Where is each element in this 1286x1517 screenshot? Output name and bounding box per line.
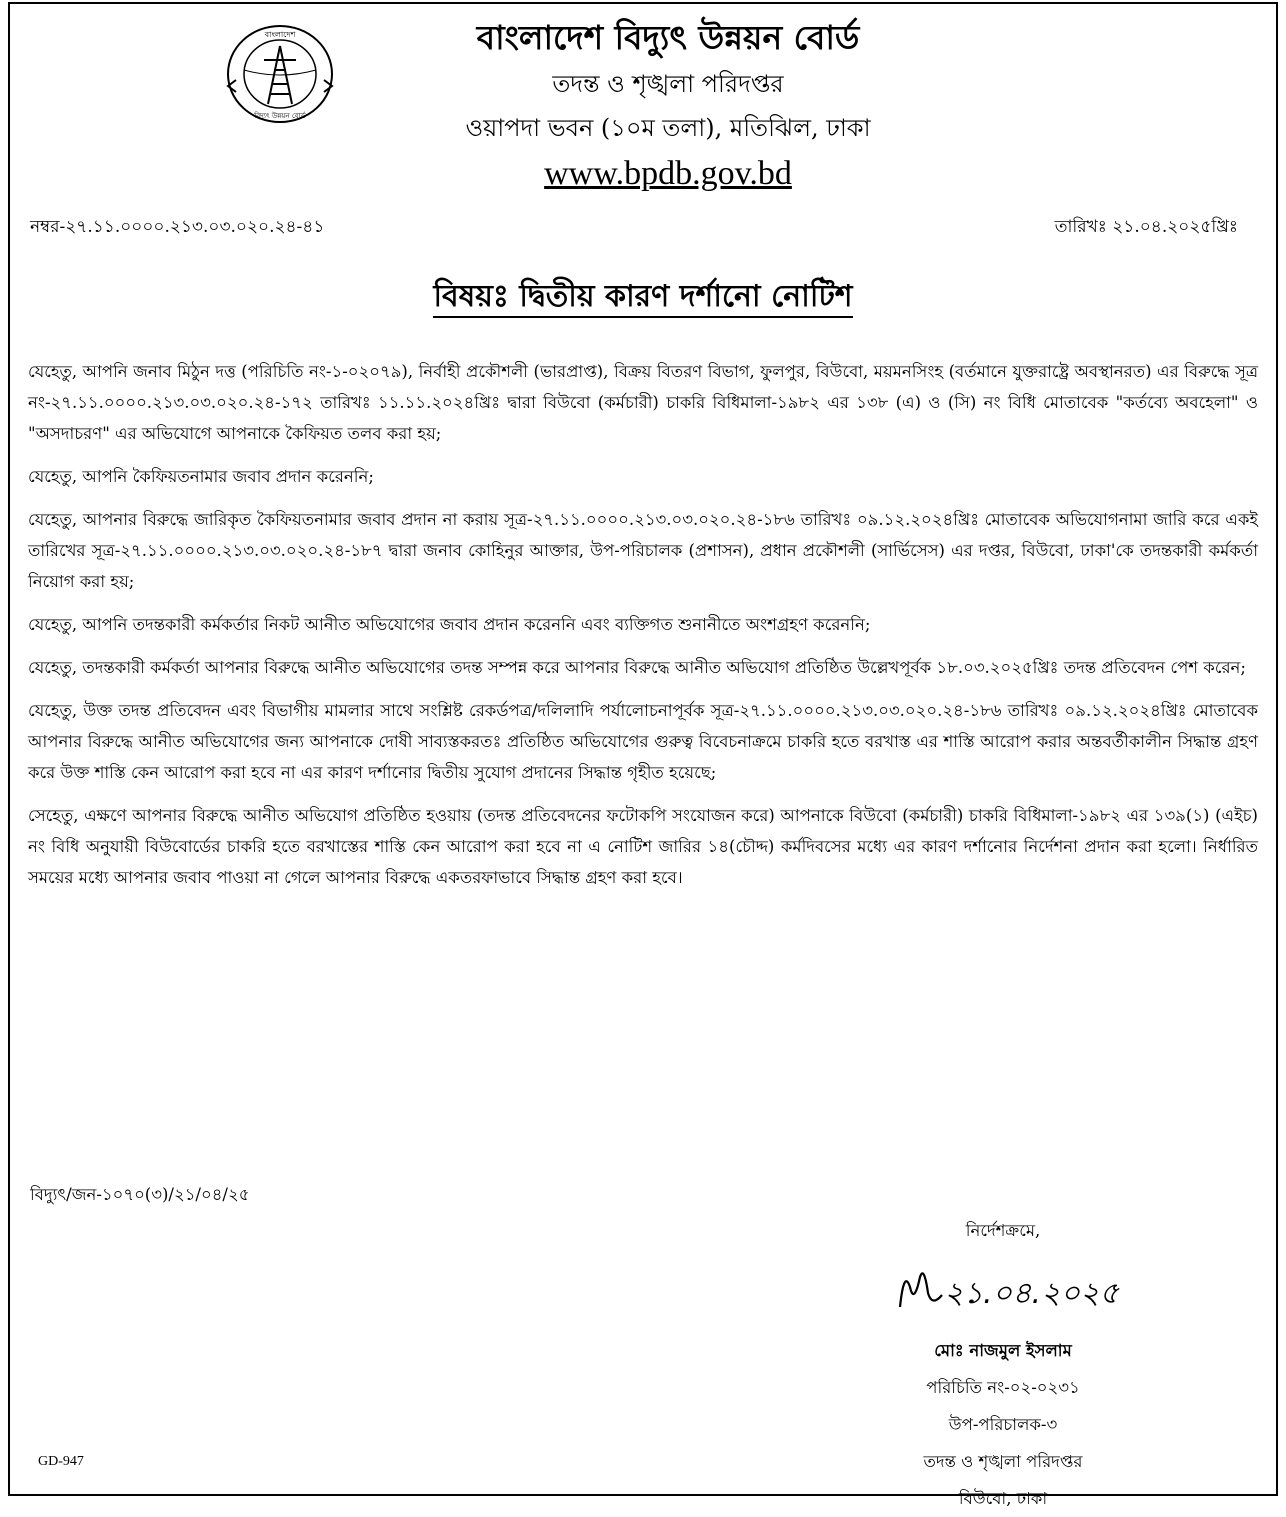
logo-top-text: বাংলাদেশ xyxy=(264,30,296,39)
signer-office: বিউবো, ঢাকা xyxy=(958,1489,1048,1508)
logo-bottom-text: বিদ্যুৎ উন্নয়ন বোর্ড xyxy=(254,112,306,120)
department-name: তদন্ত ও শৃঙ্খলা পরিদপ্তর xyxy=(552,70,784,98)
website-link[interactable]: www.bpdb.gov.bd xyxy=(544,155,792,192)
signer-department: তদন্ত ও শৃঙ্খলা পরিদপ্তর xyxy=(923,1452,1083,1471)
paragraph-5: যেহেতু, তদন্তকারী কর্মকর্তা আপনার বিরুদ্ধে আনীত অভিযোগের তদন্ত সম্পন্ন করে আপনার বিরুদ্ধে আনীত অভিযোগ প্রতিষ্ঠিত উল্লেখপূর্বক ১৮.০৩.২০২৫খ্রিঃ তদন্ত প্রতিবেদন পেশ করেন; xyxy=(28,658,1246,677)
paragraph-4: যেহেতু, আপনি তদন্তকারী কর্মকর্তার নিকট আনীত অভিযোগের জবাব প্রদান করেননি এবং ব্যক্তিগত শুনানীতে অংশগ্রহণ করেননি; xyxy=(28,615,871,634)
paragraph-6: যেহেতু, উক্ত তদন্ত প্রতিবেদন এবং বিভাগীয় মামলার সাথে সংশ্লিষ্ট রেকর্ডপত্র/দলিলাদি পর্যালোচনাপূর্বক সূত্র-২৭.১১.০০০০.২১৩.০৩.০২০.২৪-১৮৬ তারিখঃ ০৯.১২.২০২৪খ্রিঃ মোতাবেক আপনার বিরুদ্ধে আনীত অভিযোগের জন্য আপনাকে দোষী সাব্যস্তকরতঃ প্রতিষ্ঠিত অভিযোগের গুরুত্ব বিবেচনাক্রমে চাকরি হতে বরখাস্ত এর শাস্তি আরোপ করার অন্তবর্তীকালীন সিদ্ধান্ত গ্রহণ করে উক্ত শাস্তি কেন আরোপ করা হবে না এর কারণ দর্শানোর দ্বিতীয় সুযোগ প্রদানের সিদ্ধান্ত গৃহীত হয়েছে; xyxy=(28,701,1258,782)
by-order-text: নির্দেশক্রমে, xyxy=(965,1221,1041,1240)
office-address: ওয়াপদা ভবন (১০ম তলা), মতিঝিল, ঢাকা xyxy=(465,114,871,142)
signer-name: মোঃ নাজমুল ইসলাম xyxy=(934,1341,1072,1360)
notice-page xyxy=(8,2,1278,1508)
subject-line xyxy=(10,272,1276,323)
memo-date: তারিখঃ ২১.০৪.২০২৫খ্রিঃ xyxy=(1054,217,1238,237)
reference-number: বিদ্যুৎ/জন-১০৭০(৩)/২১/০৪/২৫ xyxy=(30,1185,250,1204)
subject-text: বিষয়ঃ দ্বিতীয় কারণ দর্শানো নোটিশ xyxy=(433,279,852,318)
letterhead xyxy=(340,14,996,198)
notice-body xyxy=(28,356,1258,905)
paragraph-2: যেহেতু, আপনি কৈফিয়তনামার জবাব প্রদান করেননি; xyxy=(28,467,374,486)
signature-date: ২১.০৪.২০২৫ xyxy=(944,1276,1120,1311)
org-name: বাংলাদেশ বিদ্যুৎ উন্নয়ন বোর্ড xyxy=(476,18,860,57)
signer-id: পরিচিতি নং-০২-০২৩১ xyxy=(926,1378,1080,1397)
signature-block xyxy=(880,1212,1126,1517)
paragraph-3: যেহেতু, আপনার বিরুদ্ধে জারিকৃত কৈফিয়তনামার জবাব প্রদান না করায় সূত্র-২৭.১১.০০০০.২১৩.০৩.০২০.২৪-১৮৬ তারিখঃ ০৯.১২.২০২৪খ্রিঃ মোতাবেক অভিযোগনামা জারি করে একই তারিখের সূত্র-২৭.১১.০০০০.২১৩.০৩.০২০.২৪-১৮৭ দ্বারা জনাব কোহিনুর আক্তার, উপ-পরিচালক (প্রশাসন), প্রধান প্রকৌশলী (সার্ভিসেস) এর দপ্তর, বিউবো, ঢাকা'কে তদন্তকারী কর্মকর্তা নিয়োগ করা হয়; xyxy=(28,510,1258,591)
signer-designation: উপ-পরিচালক-৩ xyxy=(948,1415,1058,1434)
handwritten-signature xyxy=(880,1257,1140,1319)
paragraph-1: যেহেতু, আপনি জনাব মিঠুন দত্ত (পরিচিতি নং-১-০২০৭৯), নির্বাহী প্রকৌশলী (ভারপ্রাপ্ত), বিক্রয় বিতরণ বিভাগ, ফুলপুর, বিউবো, ময়মনসিংহ (বর্তমানে যুক্তরাষ্ট্রে অবস্থানরত) এর বিরুদ্ধে সূত্র নং-২৭.১১.০০০০.২১৩.০৩.০২০.২৪-১৭২ তারিখঃ ১১.১১.২০২৪খ্রিঃ দ্বারা বিউবো (কর্মচারী) চাকরি বিধিমালা-১৯৮২ এর ১৩৮ (এ) ও (সি) নং বিধি মোতাবেক "কর্তব্যে অবহেলা" ও "অসদাচরণ" এর অভিযোগে আপনাকে কৈফিয়ত তলব করা হয়; xyxy=(28,362,1258,443)
bpdb-logo-icon xyxy=(220,20,340,128)
paragraph-7: সেহেতু, এক্ষণে আপনার বিরুদ্ধে আনীত অভিযোগ প্রতিষ্ঠিত হওয়ায় (তদন্ত প্রতিবেদনের ফটোকপি সংযোজন করে) আপনাকে বিউবো (কর্মচারী) চাকরি বিধিমালা-১৯৮২ এর ১৩৯(১) (এইচ) নং বিধি অনুযায়ী বিউবোর্ডের চাকরি হতে বরখাস্তের শাস্তি কেন আরোপ করা হবে না এ নোটিশ জারির ১৪(চৌদ্দ) কর্মদিবসের মধ্যে এর কারণ দর্শানোর নির্দেশনা প্রদান করা হলো। নির্ধারিত সময়ের মধ্যে আপনার জবাব পাওয়া না গেলে আপনার বিরুদ্ধে একতরফাভাবে সিদ্ধান্ত গ্রহণ করা হবে। xyxy=(28,806,1258,887)
memo-number: নম্বর-২৭.১১.০০০০.২১৩.০৩.০২০.২৪-৪১ xyxy=(30,217,325,237)
footer-code: GD-947 xyxy=(38,1454,84,1469)
